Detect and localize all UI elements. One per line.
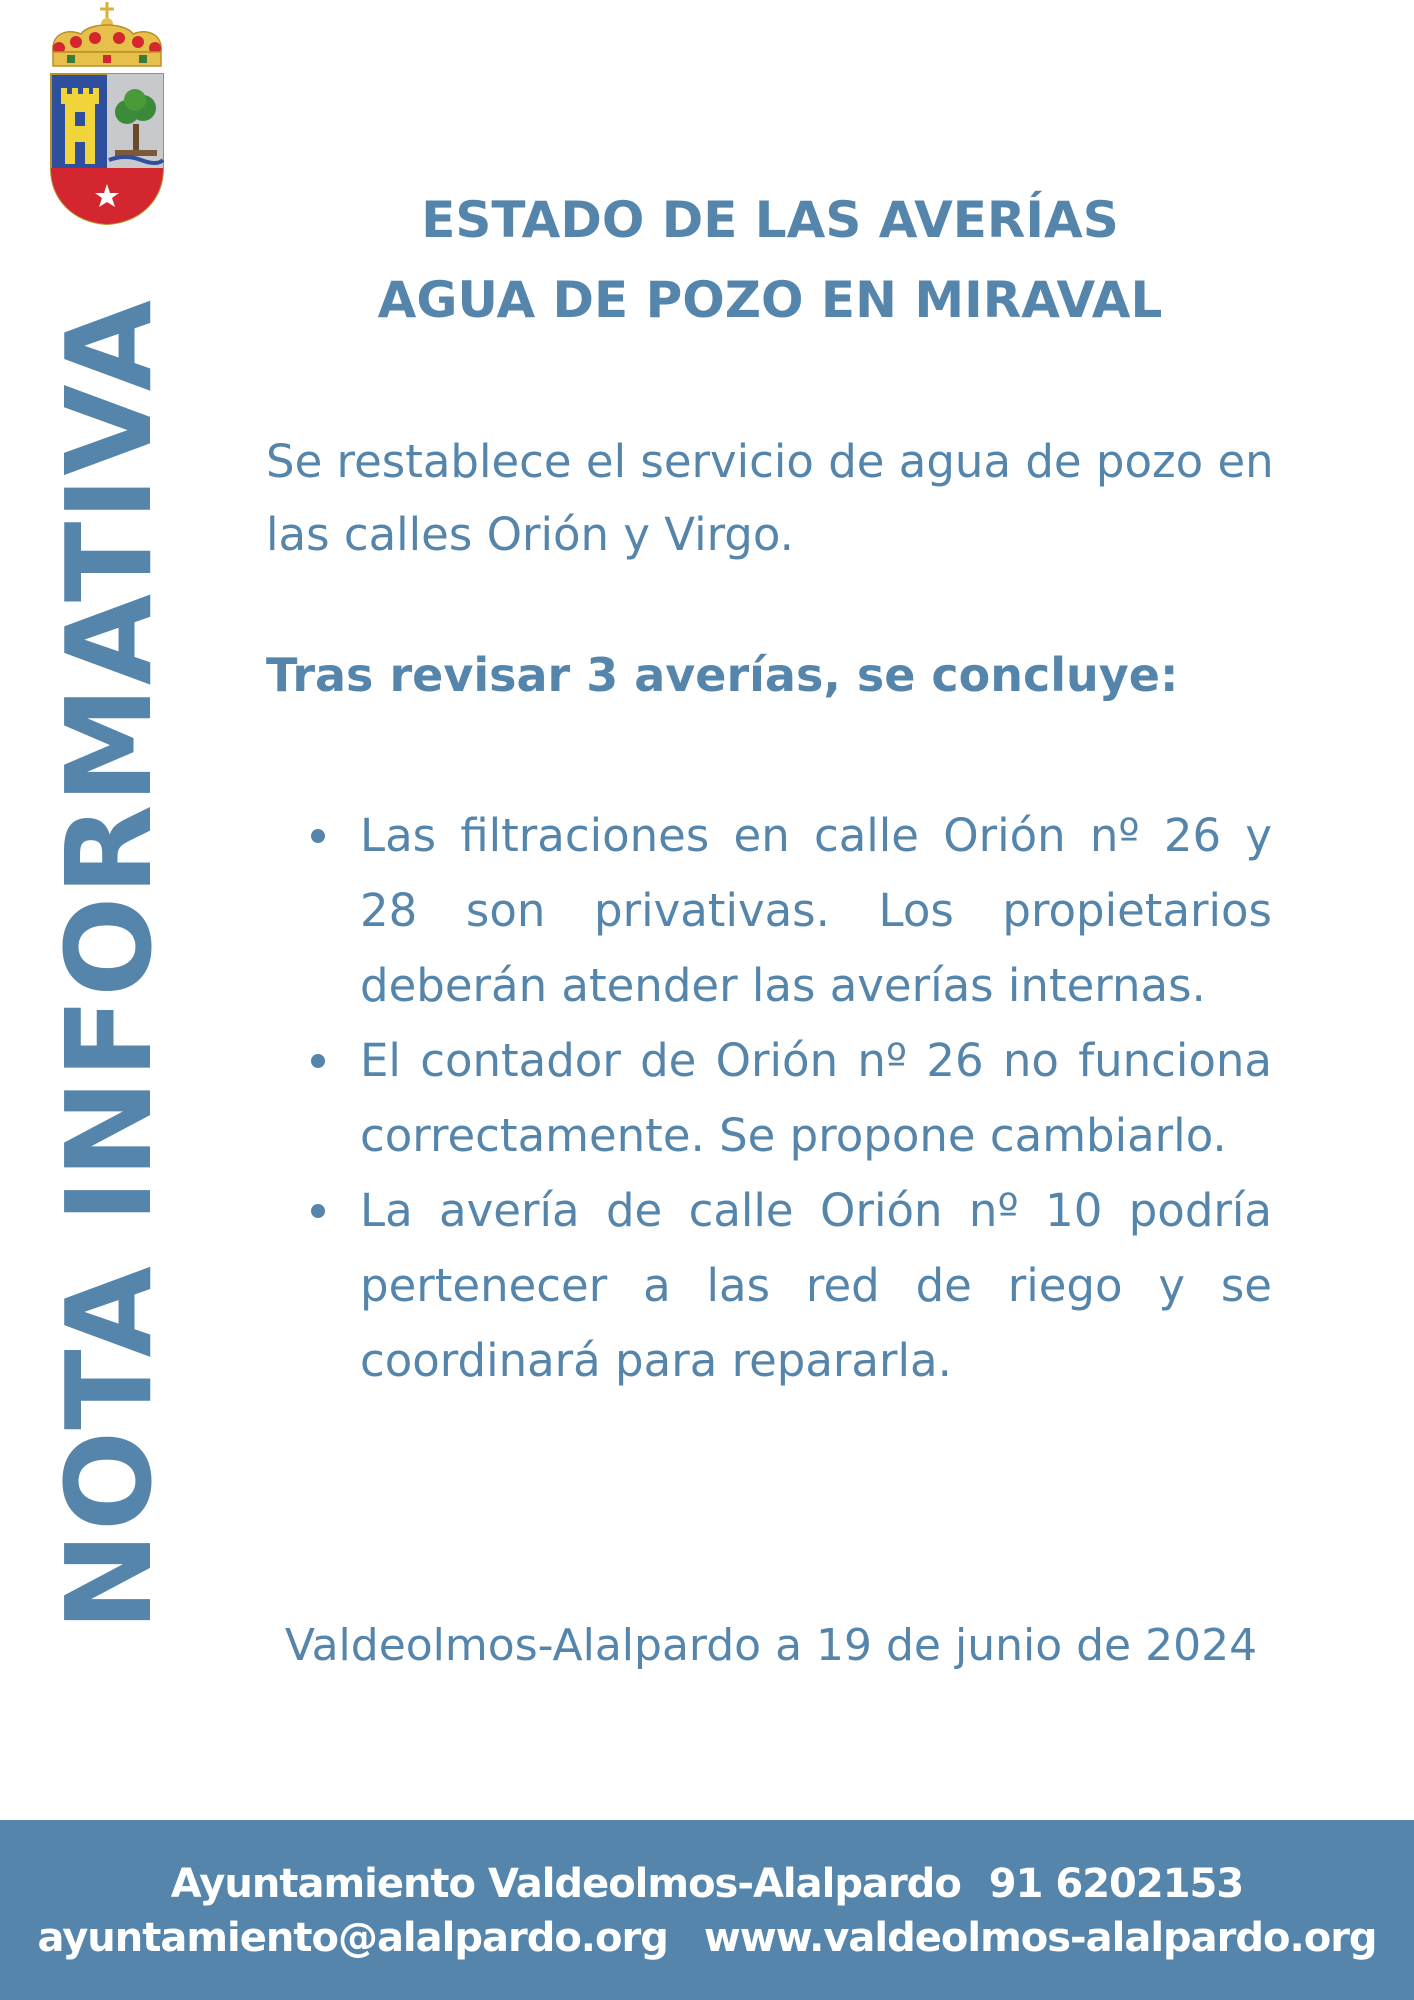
page-title bbox=[220, 180, 1320, 340]
side-title: NOTA INFORMATIVA bbox=[40, 299, 178, 1631]
email-address: ayuntamiento@alalpardo.org bbox=[37, 1915, 668, 1961]
phone-number: 91 6202153 bbox=[988, 1861, 1244, 1907]
organization-name: Ayuntamiento Valdeolmos-Alalpardo bbox=[170, 1861, 961, 1907]
title-line-2: AGUA DE POZO EN MIRAVAL bbox=[377, 271, 1163, 329]
footer-bar bbox=[0, 1820, 1414, 2000]
conclusion-list bbox=[360, 798, 1272, 1398]
title-line-1: ESTADO DE LAS AVERÍAS bbox=[421, 191, 1119, 249]
list-item: El contador de Orión nº 26 no funciona correctamente. Se propone cambiarlo. bbox=[360, 1023, 1272, 1173]
date-line: Valdeolmos-Alalpardo a 19 de junio de 2024 bbox=[284, 1620, 1258, 1671]
list-item: Las filtraciones en calle Orión nº 26 y 28 son privativas. Los propietarios deberán atender las averías internas. bbox=[360, 798, 1272, 1023]
conclusion-heading: Tras revisar 3 averías, se concluye: bbox=[266, 648, 1179, 702]
website-address: www.valdeolmos-alalpardo.org bbox=[703, 1915, 1377, 1961]
footer-line-2 bbox=[0, 1915, 1414, 1961]
intro-paragraph: Se restablece el servicio de agua de pozo en las calles Orión y Virgo. bbox=[266, 435, 1274, 561]
list-item: La avería de calle Orión nº 10 podría pertenecer a las red de riego y se coordinará para repararla. bbox=[360, 1173, 1272, 1398]
footer-line-1 bbox=[0, 1861, 1414, 1907]
side-banner bbox=[40, 295, 178, 1635]
coat-of-arms-icon bbox=[45, 0, 170, 230]
